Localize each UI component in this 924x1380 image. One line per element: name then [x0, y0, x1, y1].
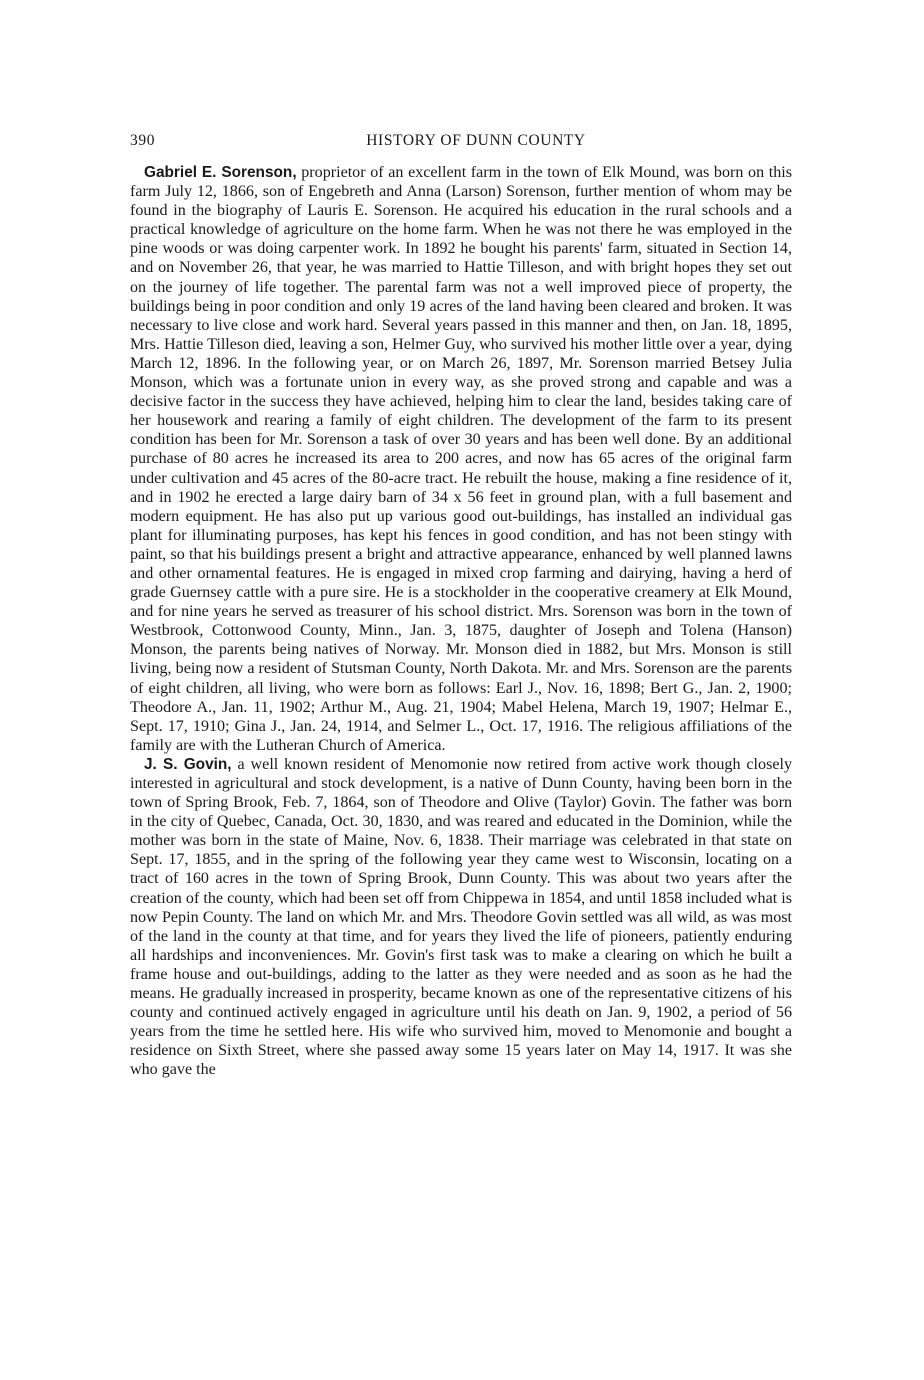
biography-subject-name: J. S. Govin, — [144, 755, 232, 773]
biography-text: a well known resident of Menomonie now retired from active work though closely interested in agricultural and stock development, is a native of Dunn County, having been born in the town of Spring Brook, Feb. 7, 1864, son of Theodore and Olive (Taylor) Govin. The father was born in the city of Quebec, Canada, Oct. 30, 1830, and was reared and educated in the Dominion, while the mother was born in the state of Maine, Nov. 6, 1838. Their marriage was celebrated in that state on Sept. 17, 1855, and in the spring of the following year they came west to Wisconsin, locating on a tract of 160 acres in the town of Spring Brook, Dunn County. This was about two years after the creation of the county, which had been set off from Chippewa in 1854, and until 1858 included what is now Pepin County. The land on which Mr. and Mrs. Theodore Govin settled was all wild, as was most of the land in the county at that time, and for years they lived the life of pioneers, patiently enduring all hardships and inconveniences. Mr. Govin's first task was to make a clearing on which he built a frame house and out-buildings, adding to the latter as they were needed and as soon as he had the means. He gradually increased in prosperity, became known as one of the representative citizens of his county and continued actively engaged in agriculture until his death on Jan. 9, 1902, a period of 56 years from the time he settled here. His wife who survived him, moved to Menomonie and bought a residence on Sixth Street, where she passed away some 15 years later on May 14, 1917. It was she who gave the — [130, 755, 792, 1079]
biography-entry-govin — [130, 755, 792, 1080]
biography-text: proprietor of an excellent farm in the town of Elk Mound, was born on this farm July 12, 1866, son of Engebreth and Anna (Larson) Sorenson, further mention of whom may be found in the biography of Lauris E. Sorenson. He acquired his education in the rural schools and a practical knowledge of agriculture on the home farm. When he was not there he was employed in the pine woods or was doing carpenter work. In 1892 he bought his parents' farm, situated in Section 14, and on November 26, that year, he was married to Hattie Tilleson, and with bright hopes they set out on the journey of life together. The parental farm was not a well improved piece of property, the buildings being in poor condition and only 19 acres of the land having been cleared and broken. It was necessary to live close and work hard. Several years passed in this manner and then, on Jan. 18, 1895, Mrs. Hattie Tilleson died, leaving a son, Helmer Guy, who survived his mother little over a year, dying March 12, 1896. In the following year, or on March 26, 1897, Mr. Sorenson married Betsey Julia Monson, which was a fortunate union in every way, as she proved strong and capable and was a decisive factor in the success they have achieved, helping him to clear the land, besides taking care of her housework and rearing a family of eight children. The development of the farm to its present condition has been for Mr. Sorenson a task of over 30 years and has been well done. By an additional purchase of 80 acres he increased its area to 200 acres, and now has 65 acres of the original farm under cultivation and 45 acres of the 80-acre tract. He rebuilt the house, making a fine residence of it, and in 1902 he erected a large dairy barn of 34 x 56 feet in ground plan, with a full basement and modern equipment. He has also put up various good out-buildings, has installed an individual gas plant for illuminating purposes, has kept his fences in good condition, and has not been stingy with paint, so that his buildings present a bright and attractive appearance, enhanced by well planned lawns and other ornamental features. He is engaged in mixed crop farming and dairying, having a herd of grade Guernsey cattle with a pure sire. He is a stockholder in the cooperative creamery at Elk Mound, and for nine years he served as treasurer of his school district. Mrs. Sorenson was born in the town of Westbrook, Cottonwood County, Minn., Jan. 3, 1875, daughter of Joseph and Tolena (Hanson) Monson, the parents being natives of Norway. Mr. Monson died in 1882, but Mrs. Monson is still living, being now a resident of Stutsman County, North Dakota. Mr. and Mrs. Sorenson are the parents of eight children, all living, who were born as follows: Earl J., Nov. 16, 1898; Bert G., Jan. 2, 1900; Theodore A., Jan. 11, 1902; Arthur M., Aug. 21, 1904; Mabel Helena, March 19, 1907; Helmar E., Sept. 17, 1910; Gina J., Jan. 24, 1914, and Selmer L., Oct. 17, 1916. The religious affiliations of the family are with the Lutheran Church of America. — [130, 164, 793, 754]
page-number: 390 — [130, 132, 156, 149]
biography-subject-name: Gabriel E. Sorenson, — [144, 164, 297, 181]
biography-entry-sorenson — [130, 163, 792, 755]
running-title: HISTORY OF DUNN COUNTY — [366, 132, 586, 149]
running-head — [130, 128, 792, 154]
book-page — [130, 128, 792, 1080]
body-text — [130, 163, 792, 1080]
